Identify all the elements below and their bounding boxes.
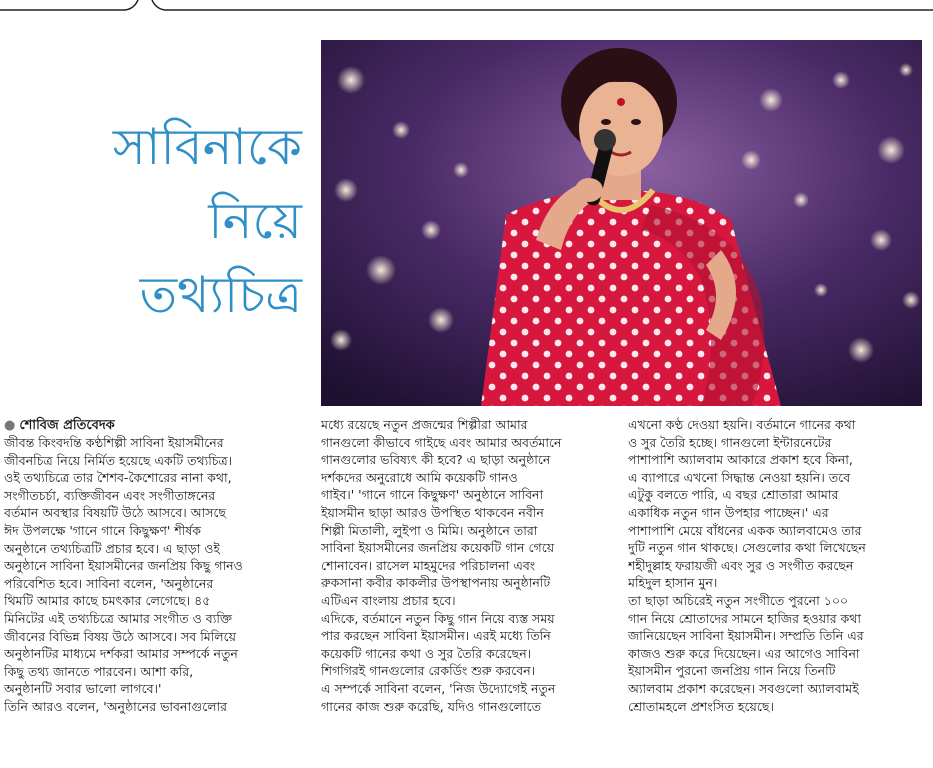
text-line: থিমটি আমার কাছে চমৎকার লেগেছে। ৪৫ — [4, 593, 211, 609]
text-line: পাশাপাশি অ্যালবাম আকারে প্রকাশ হবে কিনা, — [628, 452, 853, 468]
article-column-2 — [321, 416, 611, 715]
text-line: গানগুলো কীভাবে গাইছে এবং আমার অবর্তমানে — [321, 434, 562, 450]
text-line: ঈদ উপলক্ষে 'গানে গানে কিছুক্ষণ' শীর্ষক — [4, 522, 201, 538]
text-line: ও সুর তৈরি হচ্ছে। গানগুলো ইন্টারনেটের — [628, 434, 832, 450]
headline-line-1: সাবিনাকে — [112, 118, 302, 176]
text-line: গাইব।' 'গানে গানে কিছুক্ষণ' অনুষ্ঠানে সাবিনা — [321, 487, 544, 503]
text-line: জানিয়েছেন সাবিনা ইয়াসমীন। সম্প্রতি তিনি এর — [628, 628, 864, 644]
text-line: ইয়াসমীন পুরনো জনপ্রিয় গান নিয়ে তিনটি — [628, 663, 836, 679]
text-line: অনুষ্ঠানে তথ্যচিত্রটি প্রচার হবে। এ ছাড়া ওই — [4, 540, 220, 556]
text-line: জীবনের বিভিন্ন বিষয় উঠে আসবে। সব মিলিয়ে — [4, 628, 237, 644]
text-line: মহিদুল হাসান মুন। — [628, 575, 718, 591]
text-line: শ্রোতামহলে প্রশংসিত হয়েছে। — [628, 698, 774, 714]
text-line: গানের কাজ শুরু করেছি, যদিও গানগুলোতে — [321, 698, 541, 714]
text-line: অ্যালবাম প্রকাশ করেছেন। সবগুলো অ্যালবামই — [628, 680, 859, 696]
text-line: এটুকু বলতে পারি, এ বছর শ্রোতারা আমার — [628, 487, 839, 503]
text-line: একাধিক নতুন গান উপহার পাচ্ছেন।' এর — [628, 504, 829, 520]
text-line: পার করছেন সাবিনা ইয়াসমীন। এরই মধ্যে তিনি — [321, 628, 551, 644]
text-line: সংগীতচর্চা, ব্যক্তিজীবন এবং সংগীতাঙ্গনের — [4, 487, 216, 503]
text-line: এটিএন বাংলায় প্রচার হবে। — [321, 592, 456, 608]
text-line: এ সম্পর্কে সাবিনা বলেন, 'নিজ উদ্যোগেই নতুন — [321, 680, 556, 696]
text-line: দর্শকদের অনুরোধে আমি কয়েকটি গানও — [321, 469, 518, 485]
singer-illustration — [321, 40, 922, 406]
singer-photo — [321, 40, 922, 406]
text-line: অনুষ্ঠানটি সবার ভালো লাগবে।' — [4, 681, 162, 697]
article-headline — [40, 110, 302, 332]
text-line: জীবনচিত্র নিয়ে নির্মিত হয়েছে একটি তথ্যচিত্র। — [4, 452, 233, 468]
text-line: শিগগিরই গানগুলোর রেকর্ডিং শুরু করবেন। — [321, 663, 536, 679]
article-column-1 — [4, 434, 304, 716]
text-line: বর্তমান অবস্থার বিষয়টি উঠে আসবে। আসছে — [4, 505, 227, 521]
text-line: ওই তথ্যচিত্রে তার শৈশব-কৈশোরের নানা কথা, — [4, 470, 232, 486]
bullet-icon: ● — [4, 418, 16, 433]
text-line: মিনিটের এই তথ্যচিত্রে আমার সংগীত ও ব্যক্তি — [4, 610, 233, 626]
text-line: কয়েকটি গানের কথা ও সুর তৈরি করেছেন। — [321, 645, 532, 661]
text-line: কাজও শুরু করে দিয়েছেন। এর আগেও সাবিনা — [628, 645, 860, 661]
text-line: গান নিয়ে শ্রোতাদের সামনে হাজির হওয়ার কথা — [628, 610, 862, 626]
text-line: মধ্যে রয়েছে নতুন প্রজন্মের শিল্পীরা আমার — [321, 417, 528, 432]
text-line: পাশাপাশি মেয়ে বাঁধনের একক অ্যালবামেও তার — [628, 522, 862, 538]
byline-text: শোবিজ প্রতিবেদক — [19, 418, 115, 433]
text-line: সাবিনা ইয়াসমীনের জনপ্রিয় কয়েকটি গান গেয়ে — [321, 540, 555, 556]
text-line: এখনো কণ্ঠ দেওয়া হয়নি। বর্তমানে গানের কথা — [628, 417, 856, 432]
text-line: ইয়াসমীন ছাড়া আরও উপস্থিত থাকবেন নবীন — [321, 504, 544, 520]
byline — [4, 418, 115, 434]
text-line: শিল্পী মিতালী, লুইপা ও মিমি। অনুষ্ঠানে তারা — [321, 522, 538, 538]
text-line: এদিকে, বর্তমানে নতুন কিছু গান নিয়ে ব্যস্ত সময় — [321, 610, 555, 626]
headline-line-3: তথ্যচিত্র — [139, 266, 302, 324]
text-line: গানগুলোর ভবিষ্যৎ কী হবে? এ ছাড়া অনুষ্ঠানে — [321, 452, 551, 468]
text-line: অনুষ্ঠানে সাবিনা ইয়াসমীনের জনপ্রিয় কিছু গানও — [4, 558, 243, 574]
text-line: জীবন্ত কিংবদন্তি কণ্ঠশিল্পী সাবিনা ইয়াসমীনের — [4, 435, 224, 450]
text-line: শোনাবেন। রাসেল মাহমুদের পরিচালনা এবং — [321, 557, 536, 573]
text-line: অনুষ্ঠানটির মাধ্যমে দর্শকরা আমার সম্পর্কে নতুন — [4, 646, 238, 662]
text-line: রুকসানা কবীর কাকলীর উপস্থাপনায় অনুষ্ঠানটি — [321, 575, 551, 591]
page-top-border — [0, 0, 933, 12]
text-line: এ ব্যাপারে এখনো সিদ্ধান্ত নেওয়া হয়নি। তবে — [628, 469, 851, 485]
text-line: পরিবেশিত হবে। সাবিনা বলেন, 'অনুষ্ঠানের — [4, 575, 214, 591]
headline-line-2: নিয়ে — [208, 192, 302, 250]
text-line: শহীদুল্লাহ ফরায়জী এবং সুর ও সংগীত করছেন — [628, 557, 854, 573]
text-line: তিনি আরও বলেন, 'অনুষ্ঠানের ভাবনাগুলোর — [4, 698, 228, 714]
text-line: কিছু তথ্য জানতে পারবেন। আশা করি, — [4, 663, 194, 679]
text-line: দুটি নতুন গান থাকছে। সেগুলোর কথা লিখেছেন — [628, 540, 866, 556]
article-column-3 — [628, 416, 926, 715]
text-line: তা ছাড়া অচিরেই নতুন সংগীতে পুরনো ১০০ — [628, 592, 849, 608]
